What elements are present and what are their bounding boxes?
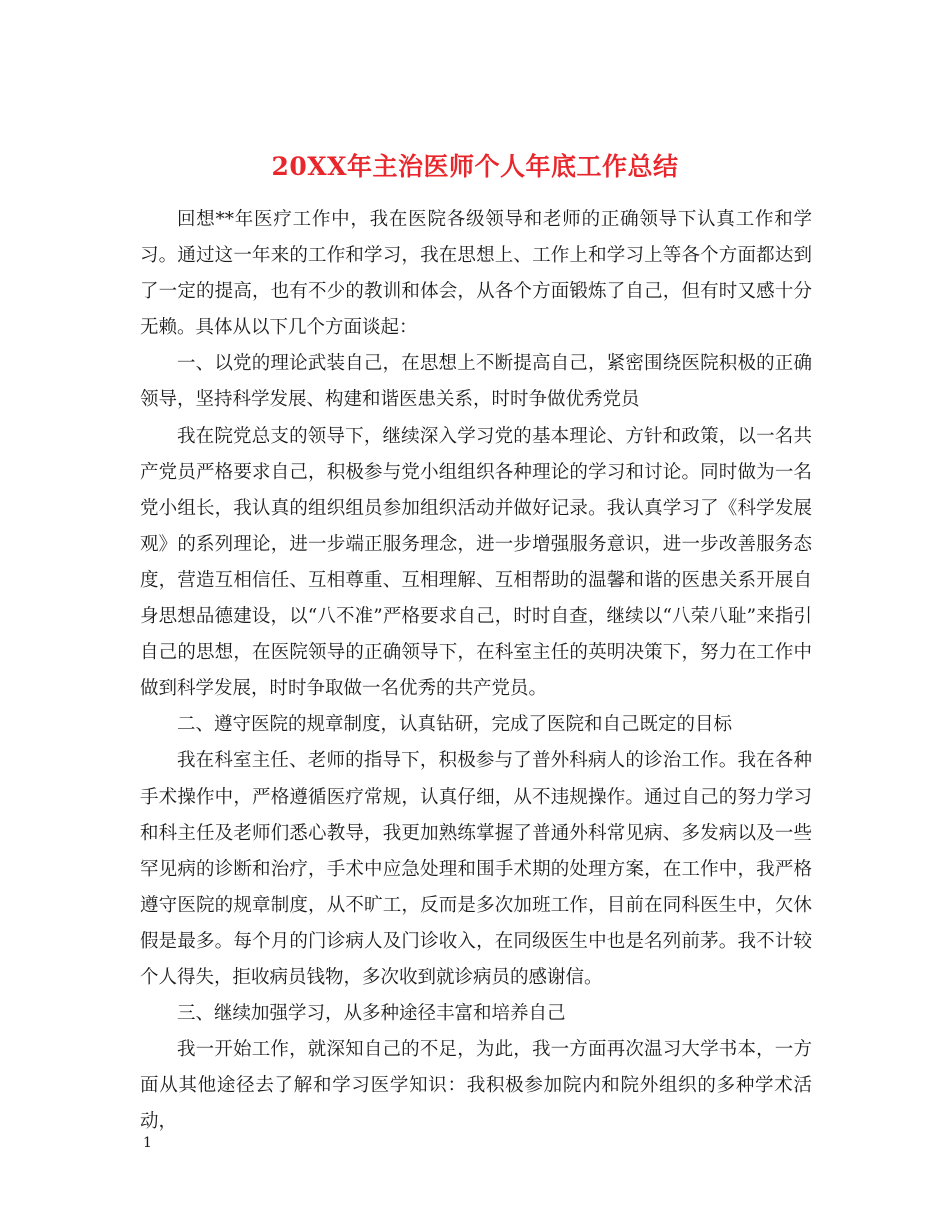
section-heading-1: 一、以党的理论武装自己，在思想上不断提高自己，紧密围绕医院积极的正确领导，坚持科学发展、构建和谐医患关系，时时争做优秀党员	[140, 353, 812, 411]
paragraph-section-1: 我在院党总支的领导下，继续深入学习党的基本理论、方针和政策，以一名共产党员严格要求自己，积极参与党小组组织各种理论的学习和讨论。同时做为一名党小组长，我认真的组织组员参加组织活动并做好记录。我认真学习了《科学发展观》的系列理论，进一步端正服务理念，进一步增强服务意识，进一步改善服务态度，营造互相信任、互相尊重、互相理解、互相帮助的温馨和谐的医患关系开展自身思想品德建设，以“八不准”严格要求自己，时时自查，继续以“八荣八耻”来指引自己的思想，在医院领导的正确领导下，在科室主任的英明决策下，努力在工作中做到科学发展，时时争取做一名优秀的共产党员。	[140, 425, 812, 700]
section-heading-3: 三、继续加强学习，从多种途径丰富和培养自己	[177, 1003, 566, 1025]
document-title: 20XX年主治医师个人年底工作总结	[271, 151, 679, 181]
paragraph-intro: 回想**年医疗工作中，我在医院各级领导和老师的正确领导下认真工作和学习。通过这一年来的工作和学习，我在思想上、工作上和学习上等各个方面都达到了一定的提高，也有不少的教训和体会，从各个方面锻炼了自己，但有时又感十分无赖。具体从以下几个方面谈起：	[140, 209, 812, 339]
paragraph-section-3: 我一开始工作，就深知自己的不足，为此，我一方面再次温习大学书本，一方面从其他途径去了解和学习医学知识：我积极参加院内和院外组织的多种学术活动，	[140, 1039, 812, 1133]
paragraph-section-2: 我在科室主任、老师的指导下，积极参与了普外科病人的诊治工作。我在各种手术操作中，严格遵循医疗常规，认真仔细，从不违规操作。通过自己的努力学习和科主任及老师们悉心教导，我更加熟练掌握了普通外科常见病、多发病以及一些罕见病的诊断和治疗，手术中应急处理和围手术期的处理方案，在工作中，我严格遵守医院的规章制度，从不旷工，反而是多次加班工作，目前在同科医生中，欠休假是最多。每个月的门诊病人及门诊收入，在同级医生中也是名列前茅。我不计较个人得失，拒收病员钱物，多次收到就诊病员的感谢信。	[140, 750, 812, 988]
page-number: 1	[143, 1135, 152, 1151]
section-heading-2: 二、遵守医院的规章制度，认真钻研，完成了医院和自己既定的目标	[177, 714, 733, 736]
document-body	[140, 202, 812, 1140]
